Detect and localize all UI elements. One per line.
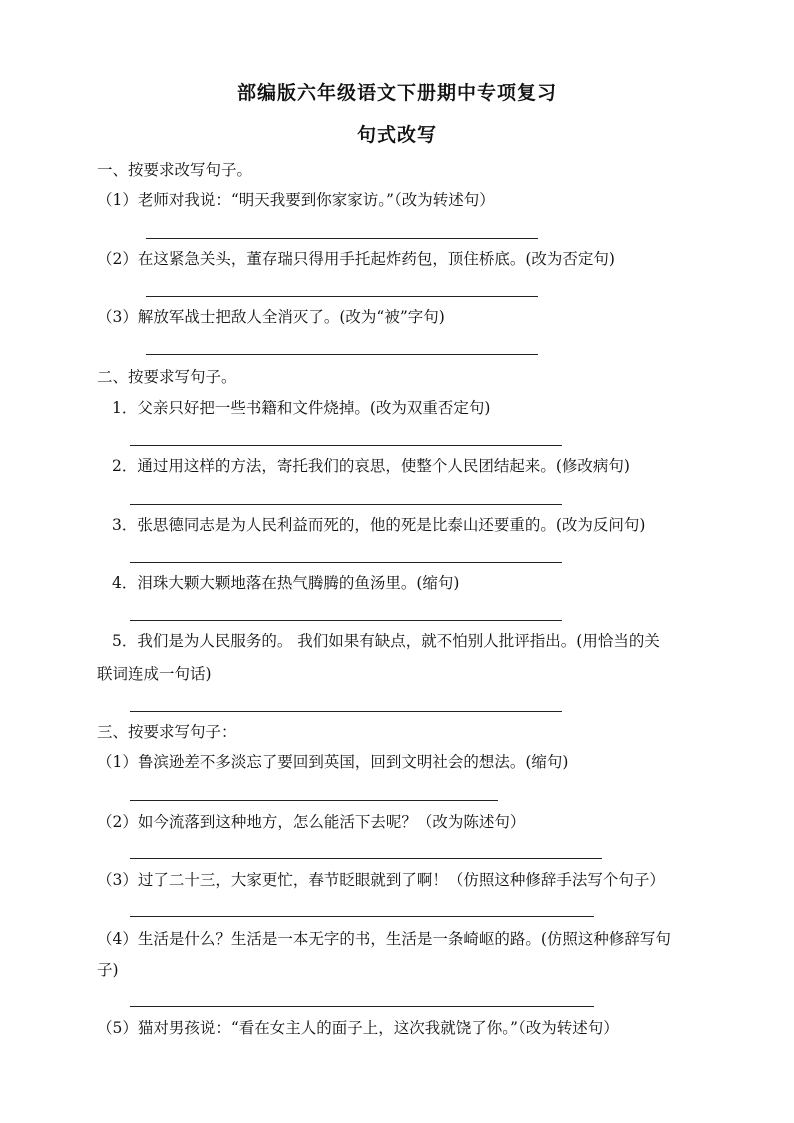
answer-line[interactable] xyxy=(130,916,594,917)
question-item-continued: 联词连成一句话) xyxy=(97,665,212,683)
question-item: （1）老师对我说：“明天我要到你家家访。”（改为转述句） xyxy=(97,191,495,209)
answer-line[interactable] xyxy=(130,1006,594,1007)
page-subtitle: 句式改写 xyxy=(356,124,437,146)
answer-line[interactable] xyxy=(130,562,562,563)
answer-line[interactable] xyxy=(146,238,538,239)
question-item: （1）鲁滨逊差不多淡忘了要回到英国，回到文明社会的想法。(缩句) xyxy=(97,753,569,771)
question-item: （4）生活是什么？生活是一本无字的书，生活是一条崎岖的路。(仿照这种修辞写句 xyxy=(97,930,671,948)
question-item: （2）如今流落到这种地方，怎么能活下去呢？（改为陈述句） xyxy=(97,813,526,831)
question-item-continued: 子) xyxy=(97,961,119,979)
section-heading: 二、按要求写句子。 xyxy=(97,368,237,386)
answer-line[interactable] xyxy=(130,504,562,505)
page-title: 部编版六年级语文下册期中专项复习 xyxy=(236,82,557,104)
question-item: 4．泪珠大颗大颗地落在热气腾腾的鱼汤里。(缩句) xyxy=(112,574,460,592)
question-item: （5）猫对男孩说：“看在女主人的面子上，这次我就饶了你。”（改为转述句） xyxy=(97,1019,619,1037)
answer-line[interactable] xyxy=(130,711,562,712)
question-item: 2．通过用这样的方法，寄托我们的哀思，使整个人民团结起来。(修改病句) xyxy=(112,457,630,475)
answer-line[interactable] xyxy=(130,445,562,446)
question-item: （3）解放军战士把敌人全消灭了。(改为“被”字句) xyxy=(97,308,445,326)
question-item: 5．我们是为人民服务的。 我们如果有缺点，就不怕别人批评指出。(用恰当的关 xyxy=(112,632,660,650)
question-item: 3．张思德同志是为人民利益而死的，他的死是比泰山还要重的。(改为反问句) xyxy=(112,516,646,534)
question-item: 1．父亲只好把一些书籍和文件烧掉。(改为双重否定句) xyxy=(112,399,491,417)
question-item: （2）在这紧急关头，董存瑞只得用手托起炸药包，顶住桥底。(改为否定句) xyxy=(97,250,615,268)
answer-line[interactable] xyxy=(130,620,562,621)
question-item: （3）过了二十三，大家更忙，春节眨眼就到了啊！（仿照这种修辞手法写个句子） xyxy=(97,871,665,889)
section-heading: 三、按要求写句子： xyxy=(97,723,237,741)
answer-line[interactable] xyxy=(130,858,602,859)
section-heading: 一、按要求改写句子。 xyxy=(97,161,253,179)
answer-line[interactable] xyxy=(146,354,538,355)
answer-line[interactable] xyxy=(146,296,538,297)
answer-line[interactable] xyxy=(130,800,498,801)
